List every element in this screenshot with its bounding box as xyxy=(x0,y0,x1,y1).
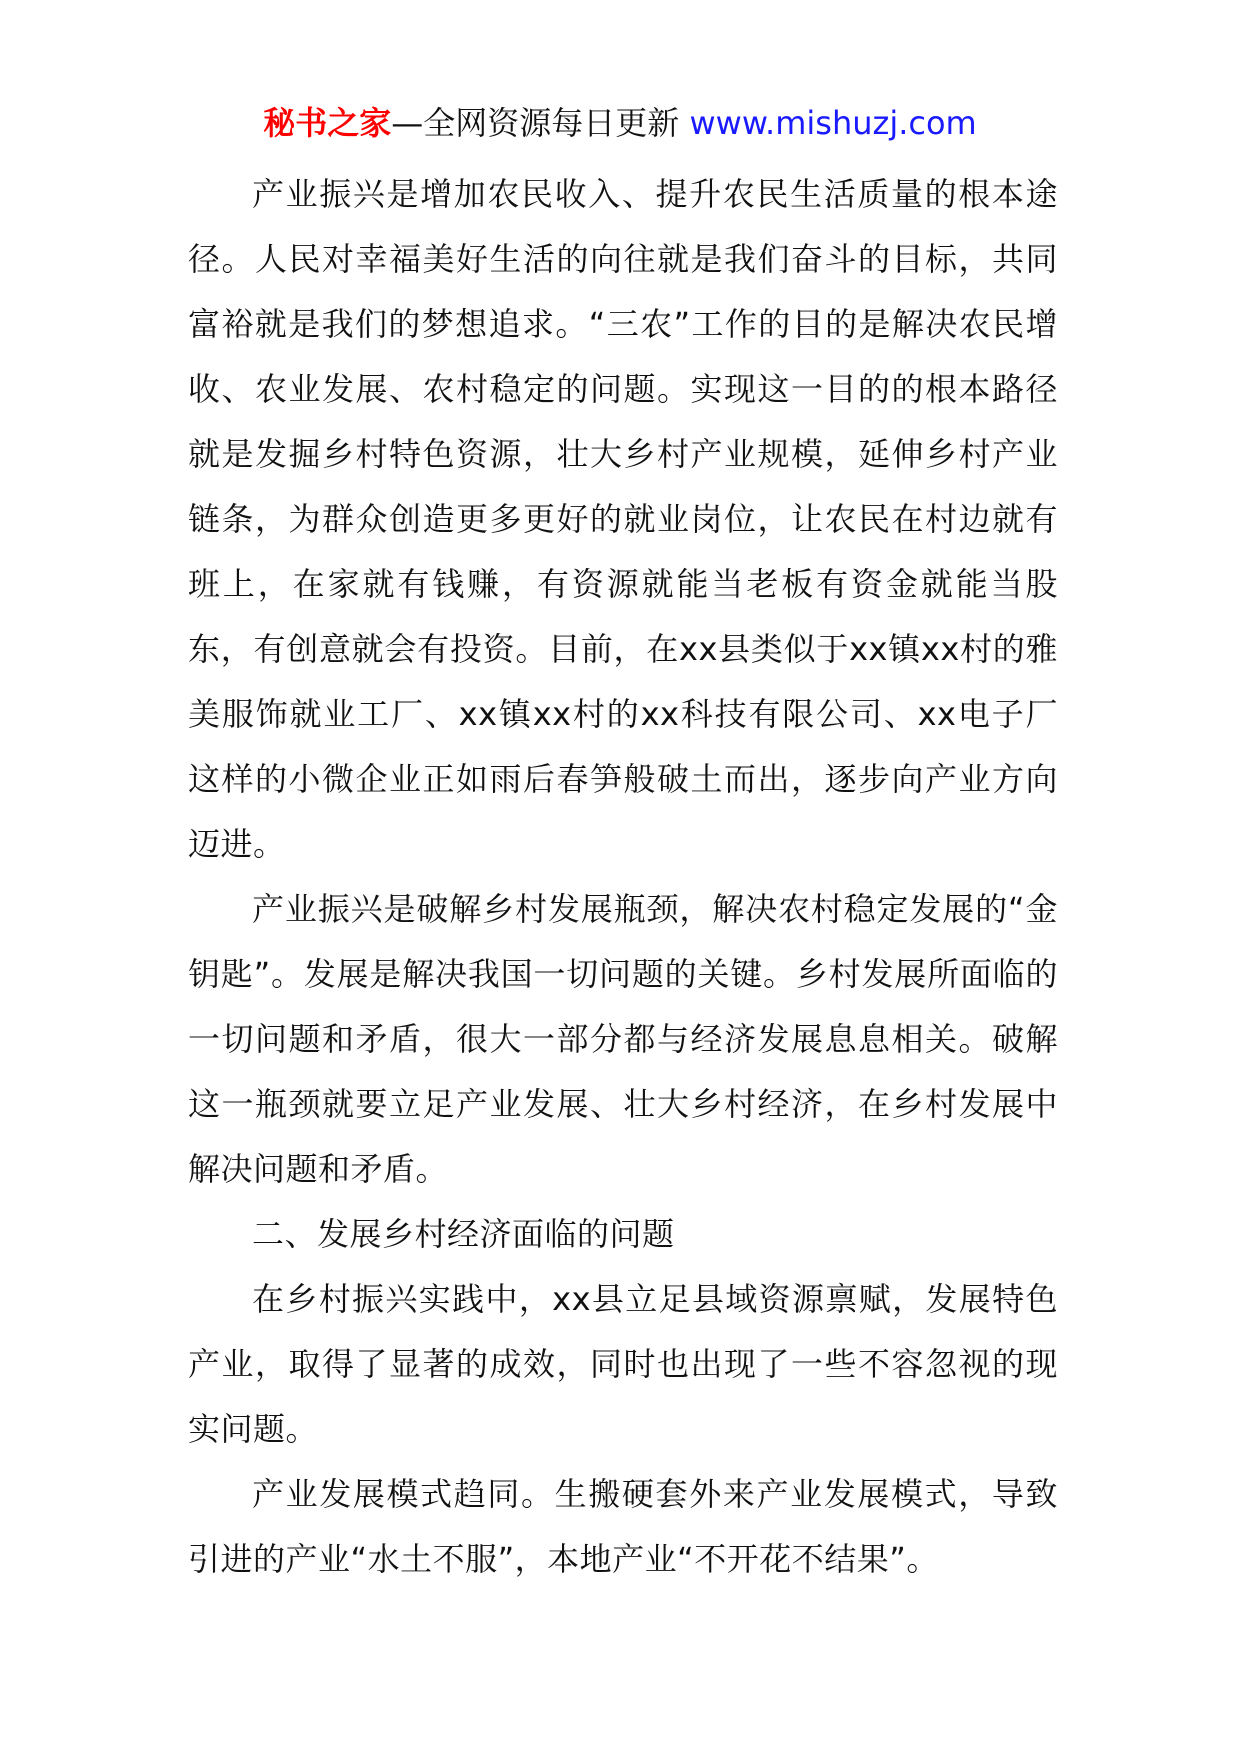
paragraph-practice: 在乡村振兴实践中，xx县立足县域资源禀赋，发展特色产业，取得了显著的成效，同时也出现了一些不容忽视的现实问题。 xyxy=(188,1280,1058,1448)
document-body xyxy=(188,162,1058,1592)
site-header xyxy=(0,100,1240,146)
site-tagline: —全网资源每日更新 xyxy=(391,104,690,142)
site-url[interactable]: www.mishuzj.com xyxy=(689,104,977,142)
section-heading-problems: 二、发展乡村经济面临的问题 xyxy=(252,1215,675,1253)
site-brand: 秘书之家 xyxy=(263,104,392,142)
paragraph-industry-income: 产业振兴是增加农民收入、提升农民生活质量的根本途径。人民对幸福美好生活的向往就是我们奋斗的目标，共同富裕就是我们的梦想追求。“三农”工作的目的是解决农民增收、农业发展、农村稳定的问题。实现这一目的的根本路径就是发掘乡村特色资源，壮大乡村产业规模，延伸乡村产业链条，为群众创造更多更好的就业岗位，让农民在村边就有班上，在家就有钱赚，有资源就能当老板有资金就能当股东，有创意就会有投资。目前，在xx县类似于xx镇xx村的雅美服饰就业工厂、xx镇xx村的xx科技有限公司、xx电子厂这样的小微企业正如雨后春笋般破土而出，逐步向产业方向迈进。 xyxy=(188,175,1058,863)
paragraph-industry-bottleneck: 产业振兴是破解乡村发展瓶颈，解决农村稳定发展的“金钥匙”。发展是解决我国一切问题的关键。乡村发展所面临的一切问题和矛盾，很大一部分都与经济发展息息相关。破解这一瓶颈就要立足产业发展、壮大乡村经济，在乡村发展中解决问题和矛盾。 xyxy=(188,890,1058,1188)
paragraph-model-convergence: 产业发展模式趋同。生搬硬套外来产业发展模式，导致引进的产业“水土不服”，本地产业“不开花不结果”。 xyxy=(188,1475,1058,1578)
